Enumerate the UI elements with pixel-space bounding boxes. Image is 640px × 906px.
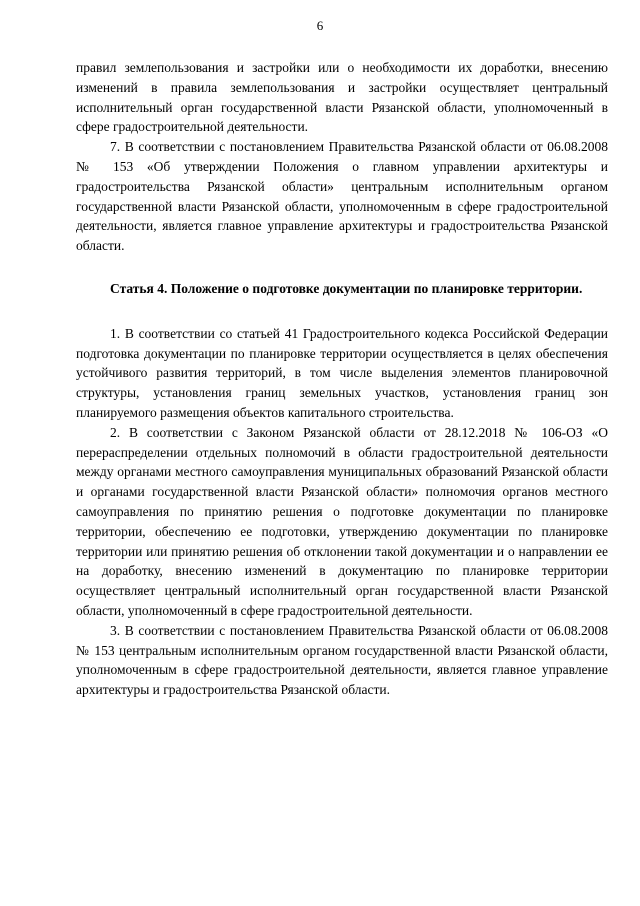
article-4-item-3: 3. В соответствии с постановлением Правительства Рязанской области от 06.08.2008 № 153 центральным исполнительным органом государственной власти Рязанской области, уполномоченным в сфере градостроительной деятельности, является главное управление архитектуры и градостроительства Рязанской области. [76,622,608,698]
article-4-item-1: 1. В соответствии со статьей 41 Градостроительного кодекса Российской Федерации подготовка документации по планировке территории осуществляется в целях обеспечения устойчивого развития территорий, в том числе выделения элементов планировочной структуры, установления границ земельных участков, установления границ зон планируемого размещения объектов капитального строительства. [76,325,608,420]
article-4-item-2: 2. В соответствии с Законом Рязанской области от 28.12.2018 № 106-ОЗ «О перераспределении отдельных полномочий в области градостроительной деятельности между органами местного самоуправления муниципальных образований Рязанской области и органами государственной власти Рязанской области» полномочия органов местного самоуправления по принятию решения о подготовке документации по планировке территории, обеспечению ее подготовки, утверждению документации по планировке территории или принятию решения об отклонении такой документации и о направлении ее на доработку, внесению изменений в документацию по планировке территории осуществляет центральный исполнительный орган государственной власти Рязанской области, уполномоченный в сфере градостроительной деятельности. [76,424,608,618]
paragraph-item-7: 7. В соответствии с постановлением Правительства Рязанской области от 06.08.2008 № 153 «Об утверждении Положения о главном управлении архитектуры и градостроительства Рязанской области» центральным исполнительным органом государственной власти Рязанской области, уполномоченным в сфере градостроительной деятельности, является главное управление архитектуры и градостроительства Рязанской области. [76,139,608,254]
document-body [76,58,608,700]
page-number: 6 [316,18,324,33]
paragraph-continuation: правил землепользования и застройки или о необходимости их доработки, внесению изменений в правила землепользования и застройки осуществляет центральный исполнительный орган государственной власти Рязанской области, уполномоченный в сфере градостроительной деятельности. [76,60,608,135]
article-4-heading: Статья 4. Положение о подготовке документации по планировке территории. [110,280,583,296]
